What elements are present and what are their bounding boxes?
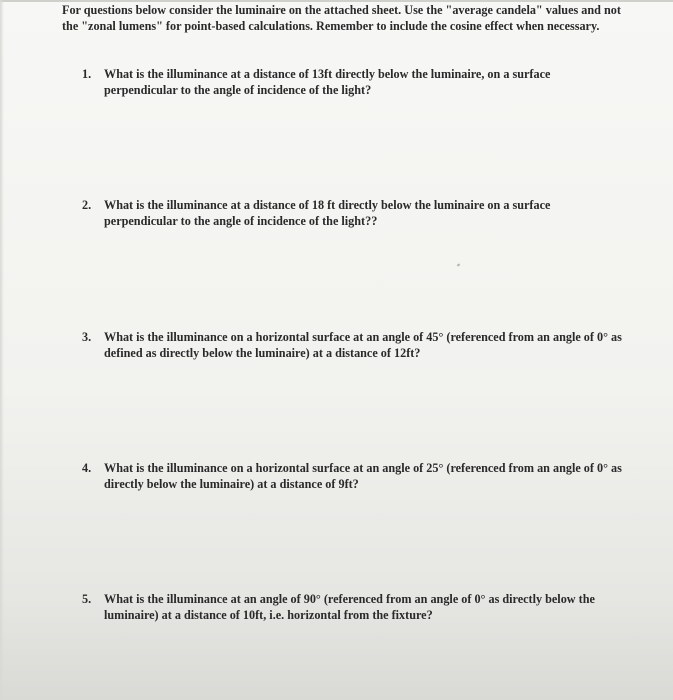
paper-speck [457,263,461,266]
question-4 [82,460,622,492]
question-number: 5. [82,592,92,606]
paper-top-edge [0,0,673,2]
question-number: 2. [82,198,92,212]
question-text: What is the illuminance on a horizontal surface at an angle of 45° (referenced from an angle of 0° as defined as directly below the luminaire) at a distance of 12ft? [104,330,622,360]
question-3 [82,329,622,361]
question-text: What is the illuminance at a distance of 13ft directly below the luminaire, on a surface perpendicular to the angle of incidence of the light? [104,67,551,97]
paper-left-shadow [0,0,4,700]
question-2 [82,197,622,229]
question-5 [82,591,622,623]
instructions-paragraph: For questions below consider the luminaire on the attached sheet. Use the "average candela" values and not the "zonal lumens" for point-based calculations. Remember to include the cosine effect when necessary. [62,3,621,33]
question-number: 1. [82,67,92,81]
question-text: What is the illuminance on a horizontal surface at an angle of 25° (referenced from an angle of 0° as directly below the luminaire) at a distance of 9ft? [104,461,622,491]
question-1 [82,66,622,98]
question-number: 3. [82,330,92,344]
question-text: What is the illuminance at a distance of 18 ft directly below the luminaire on a surface perpendicular to the angle of incidence of the light?? [104,198,551,228]
question-text: What is the illuminance at an angle of 90° (referenced from an angle of 0° as directly below the luminaire) at a distance of 10ft, i.e. horizontal from the fixture? [104,592,595,622]
question-number: 4. [82,461,92,475]
